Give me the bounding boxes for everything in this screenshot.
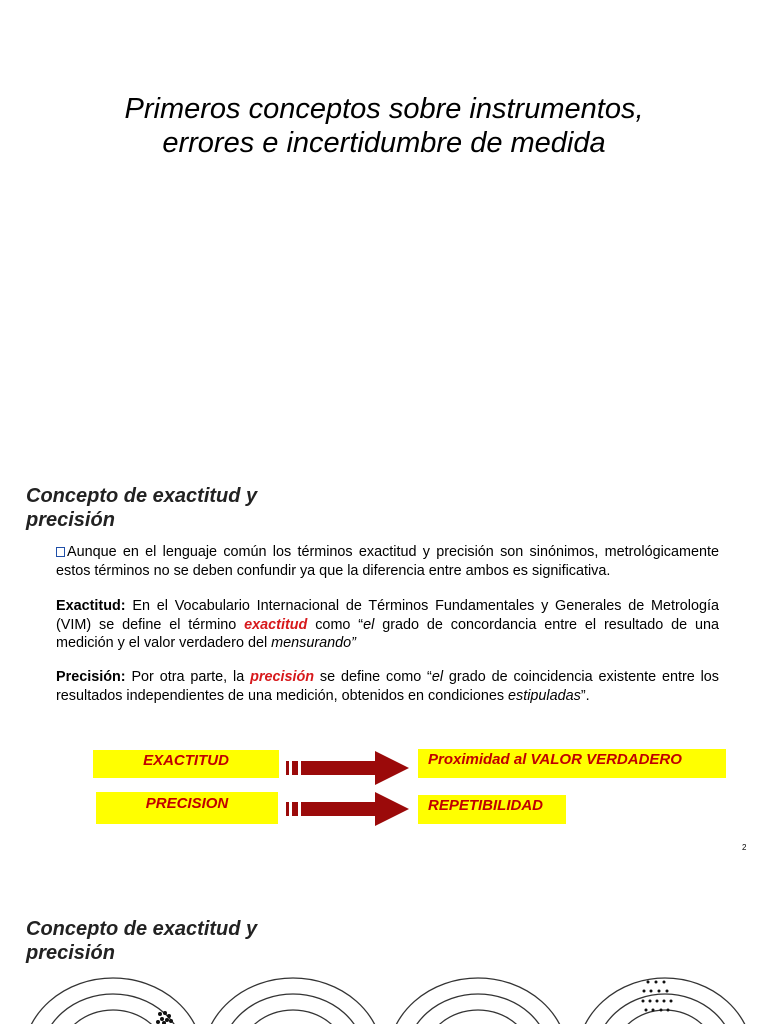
precision-text-d: ”.	[580, 687, 590, 704]
intro-text: Aunque en el lenguaje común los términos exactitud y precisión son sinónimos, metrológicamente estos términos no se deben confundir ya que la diferencia entre ambos es significativa.	[56, 544, 719, 579]
precision-estipuladas: estipuladas	[508, 687, 581, 704]
section-heading-line-2: precisión	[26, 942, 115, 964]
proximidad-box: Proximidad al VALOR VERDADERO	[418, 749, 726, 778]
section-heading	[26, 484, 356, 532]
exactitud-box: EXACTITUD	[93, 750, 279, 778]
section-heading	[26, 917, 356, 965]
exactitud-term: exactitud	[244, 616, 308, 633]
exactitud-text-b: como “	[307, 616, 364, 633]
page-number: 2	[742, 843, 747, 852]
exactitud-text-d: ”	[351, 635, 356, 651]
intro-paragraph	[56, 543, 719, 580]
precision-text-c: grado de coincidencia existente entre los resultados independientes de una medición, obtenidos en condiciones	[56, 669, 719, 704]
target-3-icon	[388, 978, 568, 1024]
precision-box: PRECISION	[96, 792, 278, 824]
exactitud-el: el	[363, 616, 375, 633]
section-heading-line-1: Concepto de exactitud y	[26, 485, 258, 507]
precision-term: precisión	[250, 669, 315, 685]
repetibilidad-box: REPETIBILIDAD	[418, 795, 566, 824]
precision-label: Precisión:	[56, 669, 126, 685]
slide-title	[0, 92, 768, 160]
target-1-icon	[23, 978, 203, 1024]
section-heading-line-1: Concepto de exactitud y	[26, 918, 258, 940]
exactitud-text-c: grado de concordancia entre el resultado de una medición y el valor verdadero del	[56, 616, 719, 651]
precision-text-b: se define como “	[314, 669, 432, 685]
section-heading-line-2: precisión	[26, 509, 115, 531]
precision-definition	[56, 668, 719, 705]
right-arrow-icon	[285, 750, 410, 786]
right-arrow-icon	[285, 791, 410, 827]
precision-text-a: Por otra parte, la	[125, 669, 251, 685]
checkbox-bullet-icon	[56, 547, 65, 557]
slide-title-line-2: errores e incertidumbre de medida	[162, 127, 606, 159]
target-2-icon	[203, 978, 383, 1024]
target-diagrams	[0, 970, 768, 1024]
exactitud-mensurando: mensurando	[271, 635, 352, 651]
target-1-shot-cluster-icon	[156, 1011, 173, 1024]
slide-title-line-1: Primeros conceptos sobre instrumentos,	[124, 93, 644, 125]
exactitud-text-a: En el Vocabulario Internacional de Términos Fundamentales y Generales de Metrología (VIM) se define el término	[56, 598, 719, 633]
exactitud-definition	[56, 597, 719, 653]
exactitud-label: Exactitud:	[56, 598, 126, 614]
precision-el: el	[431, 669, 444, 685]
